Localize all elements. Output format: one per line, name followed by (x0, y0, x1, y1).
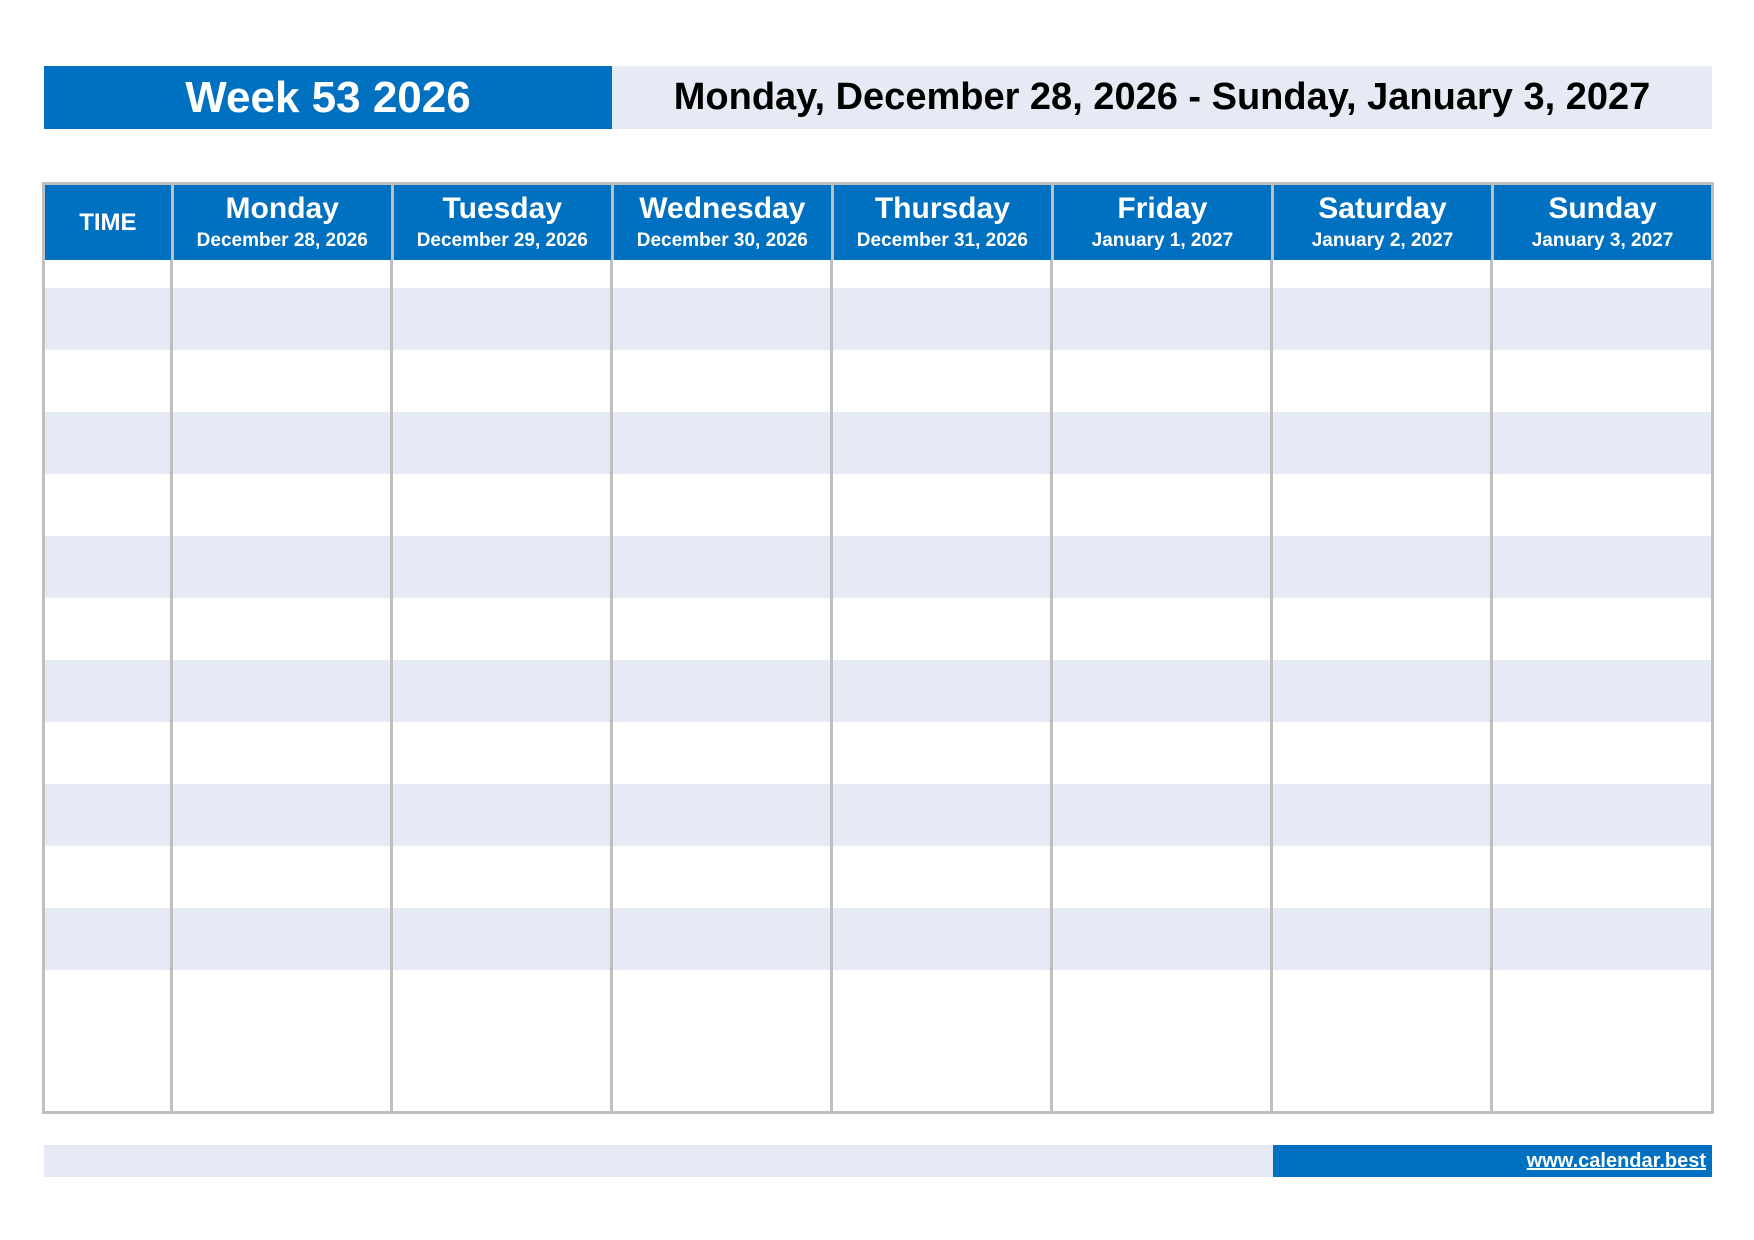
day-slot-cell[interactable] (171, 288, 391, 350)
planner-row (45, 350, 1711, 412)
day-header-sunday (1491, 185, 1711, 260)
day-slot-cell[interactable] (831, 908, 1051, 970)
day-slot-cell[interactable] (611, 846, 831, 908)
footer-bar (44, 1145, 1273, 1177)
day-slot-cell[interactable] (171, 260, 391, 288)
day-date: December 31, 2026 (856, 229, 1028, 251)
day-slot-cell[interactable] (391, 598, 611, 660)
day-slot-cell[interactable] (1271, 970, 1491, 1031)
time-slot-cell[interactable] (45, 908, 171, 970)
planner-row (45, 260, 1711, 288)
time-slot-cell[interactable] (45, 288, 171, 350)
day-slot-cell[interactable] (1491, 908, 1711, 970)
day-slot-cell[interactable] (1051, 536, 1271, 598)
day-slot-cell[interactable] (391, 846, 611, 908)
planner-row (45, 412, 1711, 474)
planner-row (45, 474, 1711, 536)
day-date: January 2, 2027 (1311, 229, 1454, 251)
time-slot-cell[interactable] (45, 260, 171, 288)
day-slot-cell[interactable] (171, 412, 391, 474)
day-date: January 3, 2027 (1531, 229, 1674, 251)
day-slot-cell[interactable] (611, 412, 831, 474)
day-slot-cell[interactable] (1051, 350, 1271, 412)
day-header-thursday (831, 185, 1051, 260)
day-slot-cell[interactable] (611, 288, 831, 350)
day-date: December 28, 2026 (196, 229, 368, 251)
day-date: December 29, 2026 (416, 229, 588, 251)
day-slot-cell[interactable] (1491, 412, 1711, 474)
time-slot-cell[interactable] (45, 784, 171, 846)
day-slot-cell[interactable] (611, 536, 831, 598)
day-slot-cell[interactable] (611, 350, 831, 412)
date-range-banner (612, 66, 1712, 129)
planner-row (45, 598, 1711, 660)
day-slot-cell[interactable] (391, 288, 611, 350)
day-name: Sunday (1548, 191, 1657, 225)
day-slot-cell[interactable] (611, 260, 831, 288)
day-slot-cell[interactable] (611, 970, 831, 1031)
day-slot-cell[interactable] (1051, 908, 1271, 970)
day-slot-cell[interactable] (391, 260, 611, 288)
day-slot-cell[interactable] (831, 260, 1051, 288)
day-slot-cell[interactable] (391, 908, 611, 970)
day-slot-cell[interactable] (831, 784, 1051, 846)
day-date: December 30, 2026 (636, 229, 808, 251)
day-slot-cell[interactable] (391, 536, 611, 598)
day-slot-cell[interactable] (1271, 350, 1491, 412)
planner-row (45, 970, 1711, 1031)
time-slot-cell[interactable] (45, 536, 171, 598)
time-slot-cell[interactable] (45, 846, 171, 908)
day-slot-cell[interactable] (1051, 660, 1271, 722)
time-slot-cell[interactable] (45, 970, 171, 1031)
day-slot-cell[interactable] (831, 970, 1051, 1031)
day-header-tuesday (391, 185, 611, 260)
planner-row (45, 846, 1711, 908)
day-name: Tuesday (442, 191, 563, 225)
day-slot-cell[interactable] (1051, 474, 1271, 536)
week-title-banner (44, 66, 612, 129)
day-slot-cell[interactable] (1051, 412, 1271, 474)
day-name: Saturday (1318, 191, 1447, 225)
time-header-label: TIME (79, 208, 137, 236)
planner-body (45, 260, 1711, 1111)
day-slot-cell[interactable] (171, 598, 391, 660)
day-slot-cell[interactable] (1051, 784, 1271, 846)
day-slot-cell[interactable] (1271, 722, 1491, 784)
time-slot-cell[interactable] (45, 598, 171, 660)
day-header-monday (171, 185, 391, 260)
day-slot-cell[interactable] (831, 288, 1051, 350)
day-slot-cell[interactable] (831, 660, 1051, 722)
day-slot-cell[interactable] (1491, 846, 1711, 908)
day-slot-cell[interactable] (611, 474, 831, 536)
day-slot-cell[interactable] (391, 350, 611, 412)
day-slot-cell[interactable] (171, 474, 391, 536)
day-slot-cell[interactable] (1271, 474, 1491, 536)
day-name: Monday (225, 191, 339, 225)
day-slot-cell[interactable] (1491, 970, 1711, 1031)
day-slot-cell[interactable] (1051, 970, 1271, 1031)
day-slot-cell[interactable] (1491, 260, 1711, 288)
planner-header-row (45, 185, 1711, 260)
day-slot-cell[interactable] (391, 412, 611, 474)
day-name: Friday (1117, 191, 1208, 225)
planner-row (45, 722, 1711, 784)
time-slot-cell[interactable] (45, 412, 171, 474)
day-slot-cell[interactable] (1271, 536, 1491, 598)
planner-row (45, 288, 1711, 350)
day-slot-cell[interactable] (831, 598, 1051, 660)
day-slot-cell[interactable] (171, 722, 391, 784)
day-slot-cell[interactable] (171, 536, 391, 598)
planner-row (45, 784, 1711, 846)
website-link[interactable]: www.calendar.best (1526, 1149, 1706, 1172)
time-slot-cell[interactable] (45, 722, 171, 784)
day-slot-cell[interactable] (171, 970, 391, 1031)
day-slot-cell[interactable] (171, 784, 391, 846)
day-slot-cell[interactable] (1051, 260, 1271, 288)
day-header-friday (1051, 185, 1271, 260)
day-slot-cell[interactable] (831, 846, 1051, 908)
time-column-header (45, 185, 171, 260)
day-name: Thursday (874, 191, 1010, 225)
planner-row (45, 660, 1711, 722)
week-title: Week 53 2026 (185, 72, 471, 122)
day-slot-cell[interactable] (1271, 660, 1491, 722)
day-slot-cell[interactable] (171, 908, 391, 970)
day-slot-cell[interactable] (171, 350, 391, 412)
footer-link-bar (1273, 1145, 1712, 1177)
time-slot-cell[interactable] (45, 474, 171, 536)
day-slot-cell[interactable] (1271, 908, 1491, 970)
day-slot-cell[interactable] (1271, 288, 1491, 350)
day-slot-cell[interactable] (831, 350, 1051, 412)
day-slot-cell[interactable] (611, 722, 831, 784)
day-slot-cell[interactable] (611, 660, 831, 722)
day-slot-cell[interactable] (391, 474, 611, 536)
day-slot-cell[interactable] (391, 722, 611, 784)
day-slot-cell[interactable] (831, 536, 1051, 598)
day-slot-cell[interactable] (1051, 722, 1271, 784)
day-slot-cell[interactable] (1491, 536, 1711, 598)
day-header-wednesday (611, 185, 831, 260)
day-slot-cell[interactable] (831, 474, 1051, 536)
day-slot-cell[interactable] (1271, 260, 1491, 288)
day-slot-cell[interactable] (1271, 846, 1491, 908)
time-slot-cell[interactable] (45, 660, 171, 722)
day-slot-cell[interactable] (831, 722, 1051, 784)
day-slot-cell[interactable] (1271, 412, 1491, 474)
day-slot-cell[interactable] (611, 908, 831, 970)
day-slot-cell[interactable] (171, 846, 391, 908)
day-slot-cell[interactable] (1491, 288, 1711, 350)
day-slot-cell[interactable] (1491, 350, 1711, 412)
day-slot-cell[interactable] (1491, 722, 1711, 784)
day-slot-cell[interactable] (1051, 846, 1271, 908)
day-slot-cell[interactable] (831, 412, 1051, 474)
day-slot-cell[interactable] (1491, 660, 1711, 722)
day-slot-cell[interactable] (1491, 598, 1711, 660)
day-slot-cell[interactable] (1491, 474, 1711, 536)
planner-row (45, 536, 1711, 598)
day-slot-cell[interactable] (1271, 784, 1491, 846)
day-slot-cell[interactable] (391, 784, 611, 846)
day-header-saturday (1271, 185, 1491, 260)
day-slot-cell[interactable] (1051, 598, 1271, 660)
day-slot-cell[interactable] (391, 660, 611, 722)
day-slot-cell[interactable] (1051, 288, 1271, 350)
day-slot-cell[interactable] (171, 660, 391, 722)
day-slot-cell[interactable] (611, 598, 831, 660)
planner-row (45, 908, 1711, 970)
time-slot-cell[interactable] (45, 350, 171, 412)
weekly-planner-grid (42, 182, 1714, 1114)
day-slot-cell[interactable] (1271, 598, 1491, 660)
day-name: Wednesday (639, 191, 806, 225)
day-slot-cell[interactable] (391, 970, 611, 1031)
day-date: January 1, 2027 (1091, 229, 1234, 251)
day-slot-cell[interactable] (1491, 784, 1711, 846)
date-range: Monday, December 28, 2026 - Sunday, January 3, 2027 (673, 76, 1651, 118)
day-slot-cell[interactable] (611, 784, 831, 846)
